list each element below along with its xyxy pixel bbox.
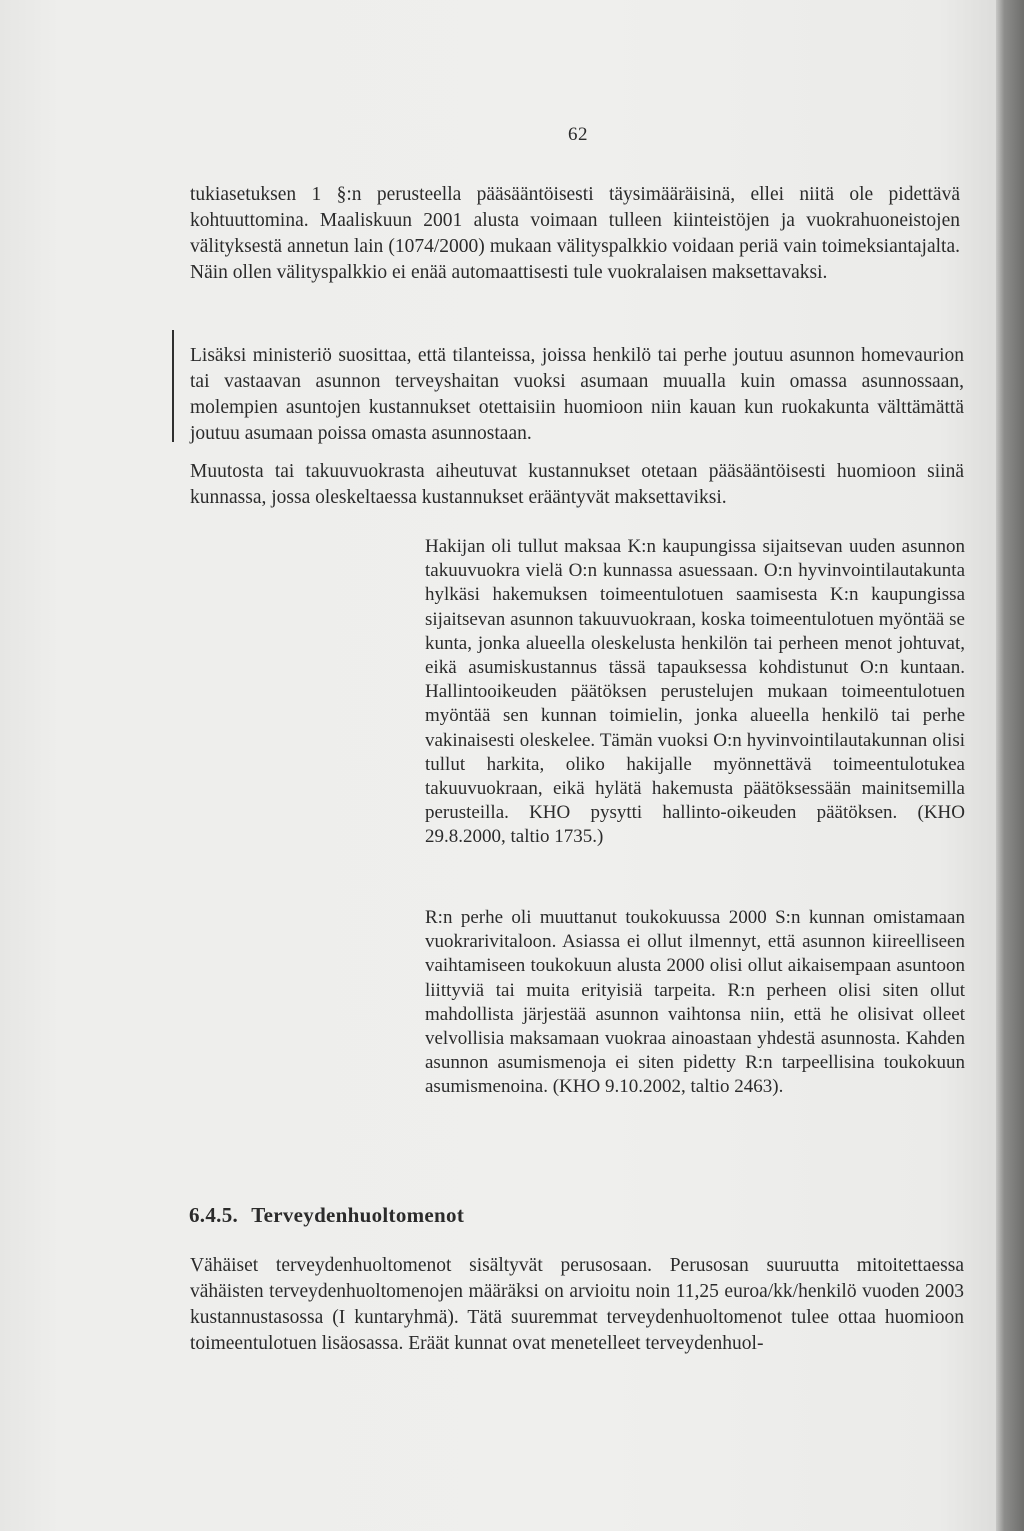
paragraph-2: Lisäksi ministeriö suosittaa, että tilanteissa, joissa henkilö tai perhe joutuu asunnon homevaurion tai vastaavan asunnon terveyshaitan vuoksi asumaan muualla kuin omassa asunnossaan, molempien asuntojen kustannukset otettaisiin huomioon niin kauan kun ruokakunta välttämättä joutuu asumaan poissa omasta asunnostaan.: [190, 345, 964, 444]
page-number: 62: [568, 124, 588, 145]
page-edge-shadow: [996, 0, 1024, 1531]
paragraph-1: tukiasetuksen 1 §:n perusteella pääsääntöisesti täysimääräisinä, ellei niitä ole pidettävä kohtuuttomina. Maaliskuun 2001 alusta voimaan tulleen kiinteistöjen ja vuokrahuoneistojen välityksestä annetun lain (1074/2000) mukaan välityspalkkio voidaan periä vain toimeksiantajalta. Näin ollen välityspalkkio ei enää automaattisesti tule vuokralaisen maksettavaksi.: [190, 184, 960, 283]
paragraph-3: Muutosta tai takuuvuokrasta aiheutuvat kustannukset otetaan pääsääntöisesti huomioon siinä kunnassa, jossa oleskeltaessa kustannukset erääntyvät maksettaviksi.: [190, 461, 964, 508]
section-heading: [189, 1203, 464, 1228]
margin-change-bar: [172, 330, 174, 442]
case-example-2: R:n perhe oli muuttanut toukokuussa 2000 S:n kunnan omistamaan vuokrarivitaloon. Asiassa ei ollut ilmennyt, että asunnon kiireelliseen vaihtamiseen toukokuun alusta 2000 olisi ollut aikaisempaan asuntoon liittyviä tai muita erityisiä tarpeita. R:n perheen olisi siten ollut mahdollista järjestää asunnon vaihtonsa niin, että he olisivat olleet velvollisia maksamaan vuokraa ainoastaan yhdestä asunnosta. Kahden asunnon asumismenoja ei siten pidetty R:n tarpeellisina toukokuun asumismenoina. (KHO 9.10.2002, taltio 2463).: [425, 907, 965, 1098]
section-number: 6.4.5.: [189, 1203, 239, 1227]
paragraph-4: Vähäiset terveydenhuoltomenot sisältyvät perusosaan. Perusosan suuruutta mitoitettaessa vähäisten terveydenhuoltomenojen määräksi on arvioitu noin 11,25 euroa/kk/henkilö vuoden 2003 kustannustasossa (I kuntaryhmä). Tätä suuremmat terveydenhuoltomenot tulee ottaa huomioon toimeentulotuen lisäosassa. Eräät kunnat ovat menetelleet terveydenhuol-: [190, 1255, 964, 1354]
section-title: Terveydenhuoltomenot: [251, 1203, 465, 1227]
case-example-1: Hakijan oli tullut maksaa K:n kaupungissa sijaitsevan uuden asunnon takuuvuokra vielä O:n kunnassa asuessaan. O:n hyvinvointilautakunta hylkäsi hakemuksen toimeentulotuen saamisesta K:n kaupungissa sijaitsevan asunnon takuuvuokraan, koska toimeentulotuen myöntää se kunta, jonka alueella oleskelusta henkilön tai perheen menot johtuvat, eikä asumiskustannus tässä tapauksessa kohdistunut O:n kuntaan. Hallintooikeuden päätöksen perustelujen mukaan toimeentulotuen myöntää sen kunnan toimielin, jonka alueella henkilö tai perhe vakinaisesti oleskelee. Tämän vuoksi O:n hyvinvointilautakunnan olisi tullut harkita, oliko hakijalle myönnettävä toimeentulotukea takuuvuokraan, eikä hylätä hakemusta päätöksessään mainitsemilla perusteilla. KHO pysytti hallinto-oikeuden päätöksen. (KHO 29.8.2000, taltio 1735.): [425, 536, 965, 848]
